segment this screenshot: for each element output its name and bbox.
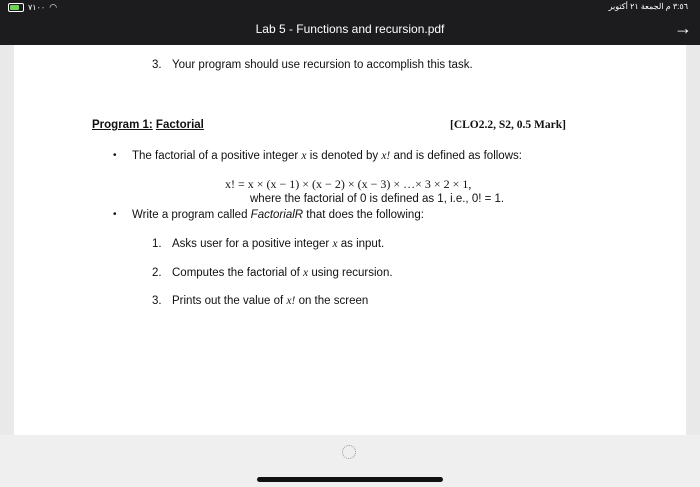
- forward-arrow-icon[interactable]: →: [674, 18, 692, 38]
- bullet1-text: The factorial of a positive integer x is denoted by x! and is defined as follows:: [132, 150, 522, 162]
- step1-number: 1.: [152, 238, 162, 250]
- status-battery-text: ٧١٠٠: [28, 3, 46, 12]
- top-bar: [0, 0, 700, 45]
- status-left: [8, 2, 57, 13]
- document-title: Lab 5 - Functions and recursion.pdf: [255, 22, 445, 36]
- bullet-dot: •: [113, 150, 117, 161]
- prev-item-text: Your program should use recursion to accomplish this task.: [172, 59, 473, 71]
- program-label: Program 1:: [92, 119, 153, 131]
- status-time-date: ٣:٥٦ م الجمعة ٢١ أكتوبر: [608, 2, 688, 11]
- program-heading: [92, 119, 204, 131]
- program-name: Factorial: [155, 119, 204, 131]
- step3-text: Prints out the value of x! on the screen: [172, 295, 369, 307]
- step2-number: 2.: [152, 267, 162, 279]
- prev-item-number: 3.: [152, 59, 162, 71]
- pdf-page: [14, 45, 686, 435]
- bullet2-text: Write a program called FactorialR that does the following:: [132, 209, 424, 221]
- loading-spinner-icon: [342, 445, 356, 459]
- battery-icon: [8, 3, 24, 12]
- bottom-bar: [0, 435, 700, 487]
- formula-line2: where the factorial of 0 is defined as 1, i.e., 0! = 1.: [250, 193, 505, 205]
- step3-number: 3.: [152, 295, 162, 307]
- home-indicator[interactable]: [257, 477, 443, 482]
- formula-line1: x! = x × (x − 1) × (x − 2) × (x − 3) × …× 3 × 2 × 1,: [225, 177, 472, 191]
- program-mark: [CLO2.2, S2, 0.5 Mark]: [450, 119, 566, 131]
- bullet-dot: •: [113, 209, 117, 220]
- step1-text: Asks user for a positive integer x as input.: [172, 238, 385, 250]
- step2-text: Computes the factorial of x using recursion.: [172, 267, 393, 279]
- wifi-icon: ◠: [49, 2, 58, 12]
